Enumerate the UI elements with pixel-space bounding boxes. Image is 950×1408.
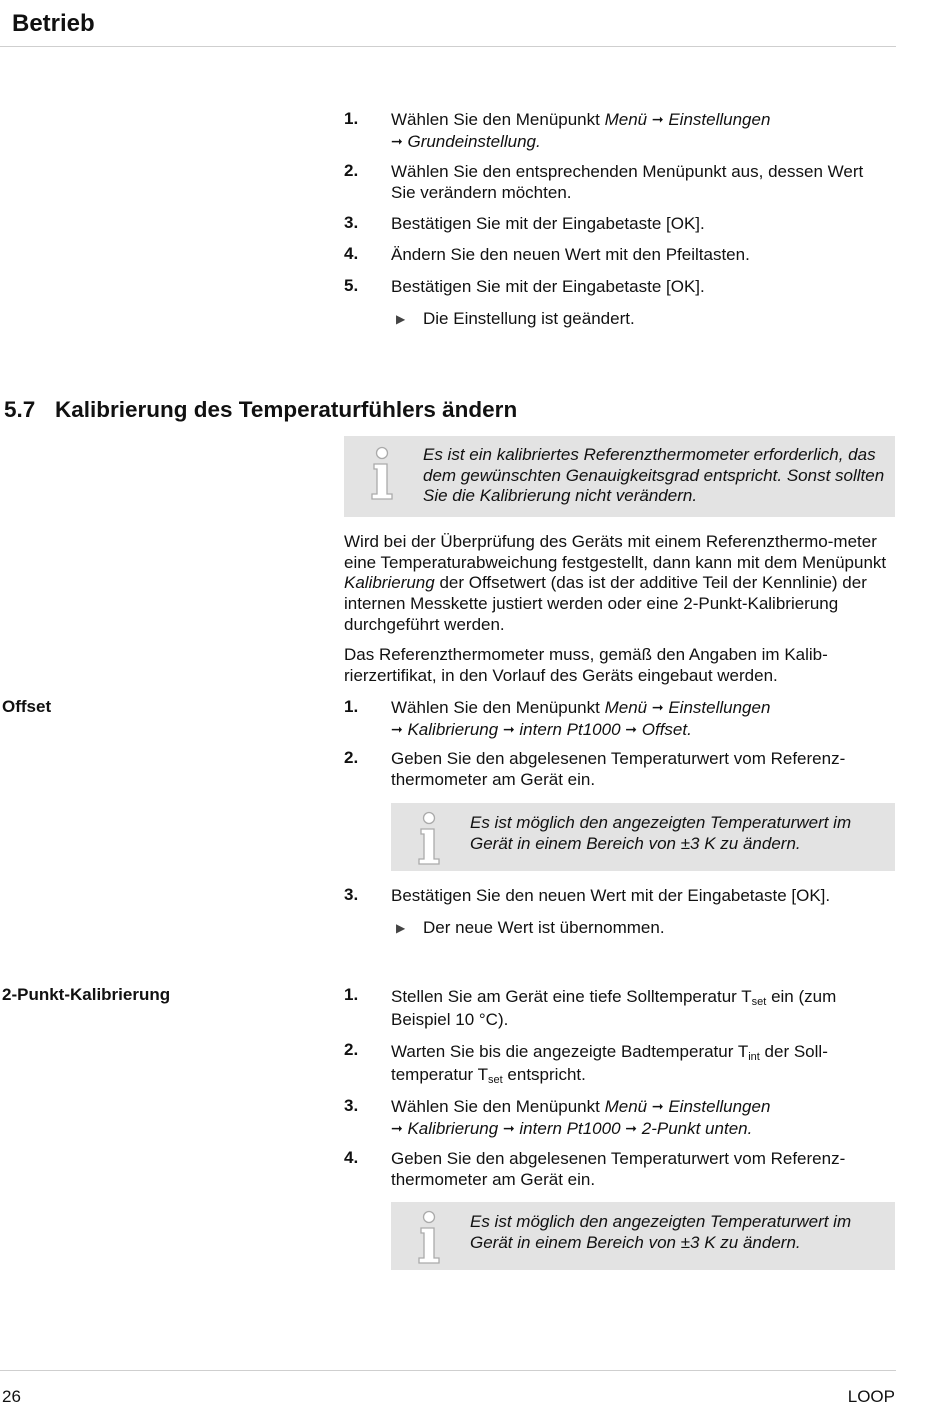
footer-divider	[0, 1370, 896, 1371]
info-icon	[411, 811, 447, 867]
step-number: 2.	[344, 161, 359, 180]
body-paragraph: Wird bei der Überprüfung des Geräts mit einem Referenzthermo-meter eine Temperaturabweichung festgestellt, dann kann mit dem Menüpunkt Kalibrierung der Offsetwert (das ist der additive Teil der Kennlinie) der internen Messkette justiert werden oder eine 2-Punkt-Kalibrierung durchgeführt werden.	[344, 532, 887, 634]
page-header-title: Betrieb	[12, 10, 95, 37]
step-number: 2.	[344, 748, 359, 767]
step-text: Stellen Sie am Gerät eine tiefe Solltemperatur $T_{set}$ ein (zum Beispiel 10 °C).	[391, 987, 837, 1029]
step-number: 1.	[344, 697, 359, 716]
result-triangle-icon: ▶	[396, 921, 406, 935]
side-label-offset: Offset	[2, 697, 52, 716]
product-name: LOOP	[847, 1387, 895, 1406]
step-text: Geben Sie den abgelesenen Temperaturwert vom Referenz-thermometer am Gerät ein.	[391, 1149, 846, 1189]
step-text: Wählen Sie den Menüpunkt Menü ➞ Einstellungen ➞ Kalibrierung ➞ intern Pt1000 ➞ 2-Punkt unten.	[391, 1097, 771, 1138]
side-label-two-point: 2-Punkt-Kalibrierung	[2, 985, 171, 1004]
info-note-text: Es ist ein kalibriertes Referenzthermometer erforderlich, das dem gewünschten Genauigkeitsgrad entspricht. Sonst sollten Sie die Kalibrierung nicht verändern.	[423, 445, 885, 505]
step-text: Bestätigen Sie mit der Eingabetaste [OK].	[391, 277, 705, 296]
step-text: Geben Sie den abgelesenen Temperaturwert vom Referenz-thermometer am Gerät ein.	[391, 749, 846, 789]
step-number: 5.	[344, 276, 359, 295]
info-icon	[411, 1210, 447, 1266]
step-text: Bestätigen Sie mit der Eingabetaste [OK].	[391, 214, 705, 233]
step-text: Wählen Sie den entsprechenden Menüpunkt aus, dessen Wert Sie verändern möchten.	[391, 162, 864, 202]
step-text: Wählen Sie den Menüpunkt Menü ➞ Einstellungen ➞ Grundeinstellung.	[391, 110, 771, 151]
step-number: 4.	[344, 244, 359, 263]
result-triangle-icon: ▶	[396, 312, 406, 326]
step-text: Bestätigen Sie den neuen Wert mit der Eingabetaste [OK].	[391, 886, 831, 905]
info-note	[391, 803, 895, 871]
section-number: 5.7	[4, 397, 36, 422]
step-text: Ändern Sie den neuen Wert mit den Pfeiltasten.	[391, 245, 750, 264]
step-number: 4.	[344, 1148, 359, 1167]
info-note	[344, 436, 895, 517]
header-divider	[0, 46, 896, 47]
step-number: 1.	[344, 109, 359, 128]
step-number: 3.	[344, 885, 359, 904]
page-number: 26	[2, 1387, 21, 1406]
step-number: 3.	[344, 213, 359, 232]
step-number: 2.	[344, 1040, 359, 1059]
result-text: Der neue Wert ist übernommen.	[423, 918, 665, 937]
info-note	[391, 1202, 895, 1270]
info-note-text: Es ist möglich den angezeigten Temperaturwert im Gerät in einem Bereich von ±3 K zu ändern.	[470, 1212, 852, 1252]
result-text: Die Einstellung ist geändert.	[423, 309, 635, 328]
body-paragraph: Das Referenzthermometer muss, gemäß den Angaben im Kalib-rierzertifikat, in den Vorlauf des Geräts eingebaut werden.	[344, 645, 828, 685]
info-note-text: Es ist möglich den angezeigten Temperaturwert im Gerät in einem Bereich von ±3 K zu ändern.	[470, 813, 852, 853]
step-text: Wählen Sie den Menüpunkt Menü ➞ Einstellungen ➞ Kalibrierung ➞ intern Pt1000 ➞ Offset.	[391, 698, 771, 739]
info-icon	[364, 446, 400, 502]
step-number: 1.	[344, 985, 359, 1004]
step-text: Warten Sie bis die angezeigte Badtemperatur $T_{int}$ der Soll-temperatur $T_{set}$ entspricht.	[391, 1042, 828, 1086]
step-number: 3.	[344, 1096, 359, 1115]
section-title: Kalibrierung des Temperaturfühlers ändern	[55, 397, 518, 422]
